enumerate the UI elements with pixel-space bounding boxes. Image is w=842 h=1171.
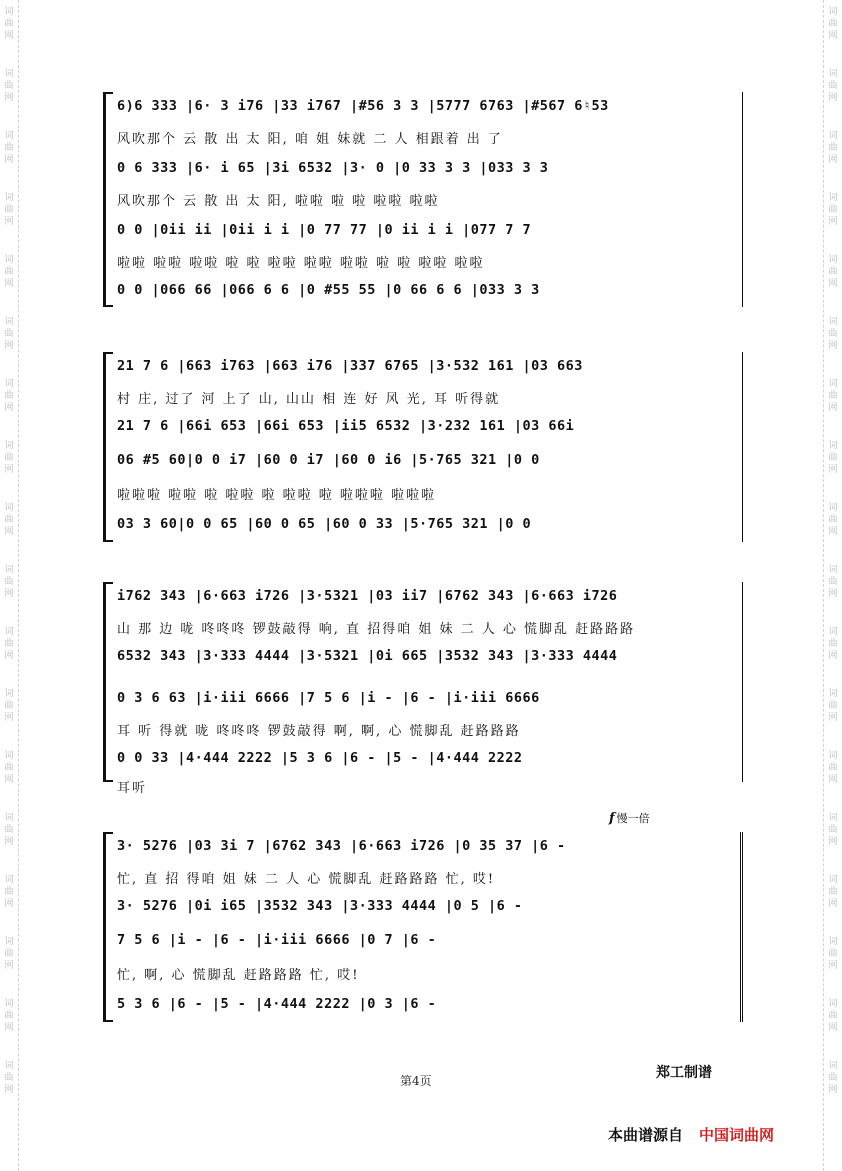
watermark-text: 词曲网 [4,131,14,165]
system-end-barline [742,582,743,782]
watermark-text: 词曲网 [4,503,14,537]
right-watermark-column [824,6,842,1096]
lyrics-line: 风吹那个 云 散 出 太 阳, 咱 姐 妹就 二 人 相跟着 出 了 [117,132,503,147]
watermark-text: 词曲网 [4,627,14,661]
watermark-text: 词曲网 [4,441,14,475]
notation-line: 21 7 6 |66i 653 |66i 653 |ii5 6532 |3·232 161 |03 66i [117,418,575,434]
score-system-1 [103,92,743,307]
watermark-text: 词曲网 [828,317,838,351]
watermark-text: 词曲网 [828,751,838,785]
watermark-text: 词曲网 [4,751,14,785]
notation-line: 7 5 6 |i - |6 - |i·iii 6666 |0 7 |6 - [117,932,437,948]
watermark-text: 词曲网 [4,937,14,971]
lyrics-line: 山 那 边 咙 咚咚咚 锣鼓敲得 响, 直 招得咱 姐 妹 二 人 心 慌脚乱 赶路路路 [117,622,636,637]
watermark-text: 词曲网 [828,131,838,165]
watermark-text: 词曲网 [828,627,838,661]
lyrics-line: 忙, 啊, 心 慌脚乱 赶路路路 忙, 哎! [117,968,360,983]
watermark-text: 词曲网 [828,937,838,971]
score-system-2 [103,352,743,542]
notation-line: 3· 5276 |03 3i 7 |6762 343 |6·663 i726 |0 35 37 |6 - [117,838,566,854]
notation-line: 3· 5276 |0i i65 |3532 343 |3·333 4444 |0 5 |6 - [117,898,523,914]
score-credit: 郑工制谱 [656,1064,712,1080]
watermark-text: 词曲网 [4,379,14,413]
notation-line: 5 3 6 |6 - |5 - |4·444 2222 |0 3 |6 - [117,996,437,1012]
left-watermark-column [0,6,18,1096]
lyrics-line: 耳 听 得就 咙 咚咚咚 锣鼓敲得 啊, 啊, 心 慌脚乱 赶路路路 [117,724,521,739]
source-site-link[interactable]: 中国词曲网 [699,1127,775,1144]
notation-line: 0 3 6 63 |i·iii 6666 |7 5 6 |i - |6 - |i·iii 6666 [117,690,540,706]
watermark-text: 词曲网 [828,255,838,289]
watermark-text: 词曲网 [828,689,838,723]
notation-line: 0 0 33 |4·444 2222 |5 3 6 |6 - |5 - |4·444 2222 [117,750,523,766]
watermark-text: 词曲网 [4,875,14,909]
system-brace [103,582,113,782]
notation-line: 0 6 333 |6· i 65 |3i 6532 |3· 0 |0 33 3 3 |033 3 3 [117,160,549,176]
watermark-text: 词曲网 [828,565,838,599]
notation-line: i762 343 |6·663 i726 |3·5321 |03 ii7 |6762 343 |6·663 i726 [117,588,618,604]
lyrics-line: 村 庄, 过了 河 上了 山, 山山 相 连 好 风 光, 耳 听得就 [117,392,501,407]
lyrics-line: 风吹那个 云 散 出 太 阳, 啦啦 啦 啦 啦啦 啦啦 [117,194,440,209]
system-brace [103,352,113,542]
system-end-barline [742,92,743,307]
score-system-3 [103,582,743,796]
watermark-text: 词曲网 [4,565,14,599]
watermark-text: 词曲网 [4,813,14,847]
watermark-text: 词曲网 [828,1061,838,1095]
watermark-text: 词曲网 [4,255,14,289]
notation-line: 6532 343 |3·333 4444 |3·5321 |0i 665 |3532 343 |3·333 4444 [117,648,618,664]
watermark-text: 词曲网 [828,379,838,413]
lyrics-line: 耳听 [117,781,148,796]
system-end-barline [742,352,743,542]
tempo-text: 慢一倍 [616,812,650,825]
watermark-text: 词曲网 [4,193,14,227]
watermark-text: 词曲网 [828,7,838,41]
watermark-text: 词曲网 [828,503,838,537]
watermark-text: 词曲网 [828,999,838,1033]
page-number: 第4页 [400,1074,432,1088]
tempo-marking [609,810,650,826]
watermark-text: 词曲网 [828,193,838,227]
source-attribution [608,1124,774,1145]
watermark-text: 词曲网 [4,1061,14,1095]
lyrics-line: 啦啦 啦啦 啦啦 啦 啦 啦啦 啦啦 啦啦 啦 啦 啦啦 啦啦 [117,256,485,271]
watermark-text: 词曲网 [828,813,838,847]
watermark-text: 词曲网 [828,875,838,909]
lyrics-line: 啦啦啦 啦啦 啦 啦啦 啦 啦啦 啦 啦啦啦 啦啦啦 [117,488,437,503]
score-system-4 [103,811,743,1022]
source-label: 本曲谱源自 [608,1127,684,1144]
watermark-text: 词曲网 [828,441,838,475]
watermark-text: 词曲网 [4,69,14,103]
system-brace [103,832,113,1022]
notation-line: 0 0 |066 66 |066 6 6 |0 #55 55 |0 66 6 6 |033 3 3 [117,282,540,298]
final-double-barline [737,832,743,1022]
lyrics-line: 忙, 直 招 得咱 姐 妹 二 人 心 慌脚乱 赶路路路 忙, 哎! [117,872,496,887]
watermark-text: 词曲网 [4,999,14,1033]
watermark-text: 词曲网 [4,7,14,41]
notation-line: 03 3 60|0 0 65 |60 0 65 |60 0 33 |5·765 321 |0 0 [117,516,532,532]
watermark-text: 词曲网 [4,317,14,351]
dynamic-marking: f [609,811,615,826]
watermark-text: 词曲网 [4,689,14,723]
system-brace [103,92,113,307]
watermark-text: 词曲网 [828,69,838,103]
notation-line: 21 7 6 |663 i763 |663 i76 |337 6765 |3·532 161 |03 663 [117,358,583,374]
notation-line: 06 #5 60|0 0 i7 |60 0 i7 |60 0 i6 |5·765 321 |0 0 [117,452,540,468]
notation-line: 0 0 |0ii ii |0ii i i |0 77 77 |0 ii i i |077 7 7 [117,222,532,238]
notation-line: 6)6 333 |6· 3 i76 |33 i767 |#56 3 3 |5777 6763 |#567 6♮53 [117,98,609,114]
